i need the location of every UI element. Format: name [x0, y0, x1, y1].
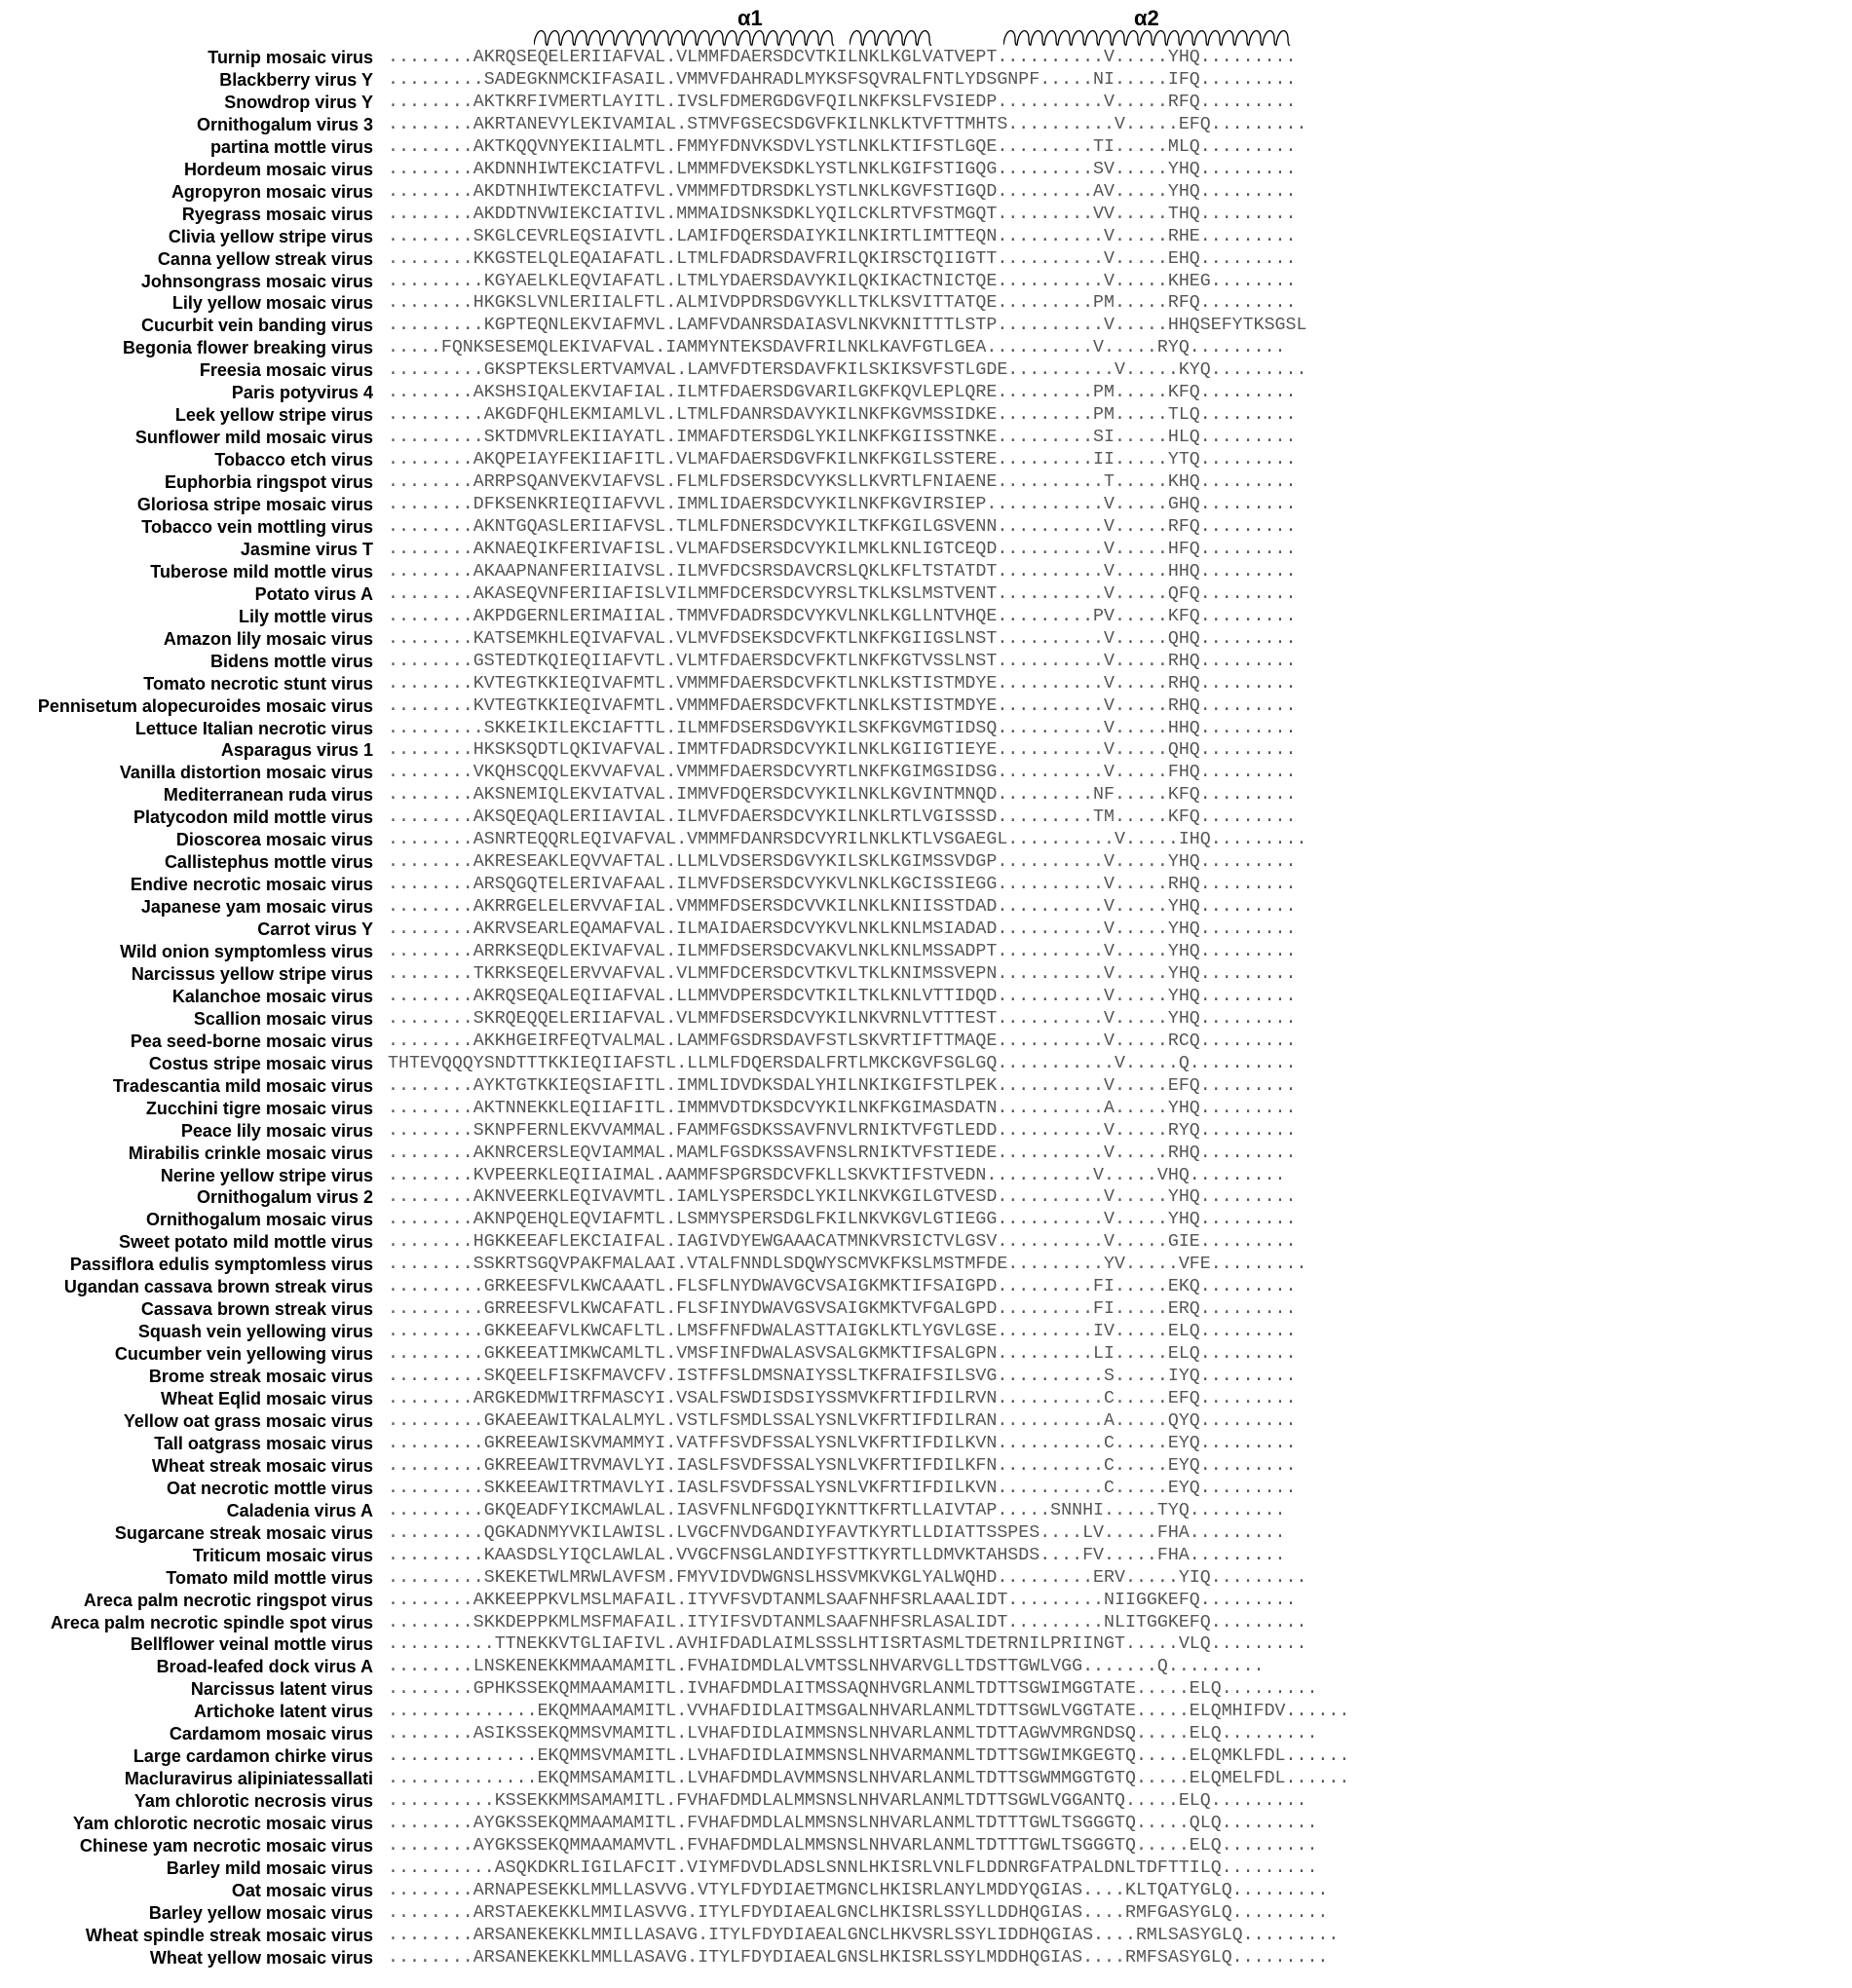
alignment-row [0, 539, 1852, 561]
alignment-row [0, 449, 1852, 471]
virus-name: Cassava brown streak virus [140, 1299, 373, 1320]
alignment-row [0, 1925, 1852, 1947]
virus-name: Mediterranean ruda virus [163, 785, 373, 806]
virus-name: Endive necrotic mosaic virus [130, 875, 373, 895]
sequence: ........AYKTGTKKIEQSIAFITL.IMMLIDVDKSDALYHILNKIKGIFSTLPEK..........V.....EFQ......... [388, 1075, 1297, 1096]
sequence: ........AKSNEMIQLEKVIATVAL.IMMVFDQERSDCVYKILNKLKGVINTMNQD.........NF.....KFQ......... [388, 785, 1297, 806]
alignment-row [0, 739, 1852, 762]
sequence: ........AKTKRFIVMERTLAYITL.IVSLFDMERGDGVFQILNKFKSLFVSIEDP..........V.....RFQ......... [388, 92, 1297, 112]
sequence: ........AKRESEAKLEQVVAFTAL.LLMLVDSERSDGVYKILSKLKGIMSSVDGP..........V.....YHQ......... [388, 852, 1297, 873]
sequence: .........GKREEAWITRVMAVLYI.IASLFSVDFSSALYSNLVKFRTIFDILKFN..........C.....EYQ......... [388, 1455, 1297, 1476]
virus-name: Cardamom mosaic virus [169, 1724, 373, 1744]
sequence: ........SKGLCEVRLEQSIAIVTL.LAMIFDQERSDAIYKILNKIRTLIMTTEQN..........V.....RHE......... [388, 226, 1297, 246]
sequence: ........GPHKSSEKQMMAAMAMITL.IVHAFDMDLAITMSSAQNHVGRLANMLTDTTSGWIMGGTATE.....ELQ......... [388, 1679, 1318, 1700]
virus-name: Gloriosa stripe mosaic virus [136, 495, 373, 514]
sequence: ..........ASQKDKRLIGILAFCIT.VIYMFDVDLADSLSNNLHKISRLVNLFLDDNRGFATPALDNLTDFTTILQ......... [388, 1857, 1318, 1878]
sequence: ........AKRQSEQALEQIIAFVAL.LLMMVDPERSDCVTKILTKLKNLVTTIDQD..........V.....YHQ......... [388, 986, 1297, 1006]
alignment-row [0, 1857, 1852, 1880]
alignment-row [0, 471, 1852, 494]
virus-name: Bidens mottle virus [209, 651, 373, 671]
alignment-row [0, 784, 1852, 806]
sequence: ........SKNPFERNLEKVVAMMAL.FAMMFGSDKSSAVFNVLRNIKTVFGTLEDD..........V.....RYQ......... [388, 1120, 1297, 1141]
virus-name: Turnip mosaic virus [208, 48, 373, 67]
alignment-row [0, 806, 1852, 829]
virus-name: Yellow oat grass mosaic virus [123, 1410, 373, 1431]
virus-name: Hordeum mosaic virus [183, 159, 373, 179]
virus-name: Amazon lily mosaic virus [163, 628, 373, 649]
sequence: .........KGPTEQNLEKVIAFMVL.LAMFVDANRSDAIASVLNKVKNITTTLSTP..........V.....HHQSEFYTKSGSL [388, 316, 1307, 336]
alignment-row [0, 628, 1852, 651]
alignment-row [0, 69, 1852, 92]
virus-name: Carrot virus Y [257, 919, 373, 940]
sequence: .........SADEGKNMCKIFASAIL.VMMVFDAHRADLMYKSFSQVRALFNTLYDSGNPF.....NI.....IFQ......... [388, 69, 1297, 90]
virus-name: Platycodon mild mottle virus [132, 807, 373, 828]
sequence: .........GKREEAWISKVMAMMYI.VATFFSVDFSSALYSNLVKFRTIFDILKVN..........C.....EYQ......... [388, 1433, 1297, 1453]
alignment-row [0, 1254, 1852, 1276]
virus-name: Euphorbia ringspot virus [164, 472, 373, 493]
sequence: ........AKNPQEHQLEQVIAFMTL.LSMMYSPERSDGLFKILNKVKGVLGTIEGG..........V.....YHQ......... [388, 1210, 1297, 1230]
helix-coil-icon [1003, 25, 1296, 49]
virus-name: Yam chlorotic necrotic mosaic virus [72, 1814, 373, 1834]
sequence: ........ARNAPESEKKLMMLLASVVG.VTYLFDYDIAETMGNCLHKISRLANYLMDDYQGIAS....KLTQATYGLQ......... [388, 1880, 1329, 1900]
virus-name: Squash vein yellowing virus [137, 1322, 373, 1342]
virus-name: Tobacco etch virus [214, 450, 373, 470]
alignment-row [0, 829, 1852, 851]
sequence: ........KVPEERKLEQIIAIMAL.AAMMFSPGRSDCVFKLLSKVKTIFSTVEDN..........V.....VHQ......... [388, 1165, 1286, 1185]
sequence: ........ARRKSEQDLEKIVAFVAL.ILMMFDSERSDCVAKVLNKLKNLMSSADPT..........V.....YHQ......... [388, 942, 1297, 961]
alignment-row [0, 695, 1852, 718]
sequence: .........GKSPTEKSLERTVAMVAL.LAMVFDTERSDAVFKILSKIKSVFSTLGDE..........V.....KYQ......... [388, 360, 1307, 381]
virus-name: Ryegrass mosaic virus [181, 204, 373, 224]
sequence: .........AKGDFQHLEKMIAMLVL.LTMLFDANRSDAVYKILNKFKGVMSSIDKE.........PM.....TLQ......... [388, 405, 1297, 426]
alignment-row [0, 963, 1852, 986]
alignment-row [0, 718, 1852, 740]
alignment-row [0, 874, 1852, 896]
alignment-row [0, 181, 1852, 204]
helix-coil-icon [850, 25, 937, 49]
alignment-row [0, 1947, 1852, 1969]
virus-name: Tobacco vein mottling virus [141, 516, 373, 537]
virus-name: Tuberose mild mottle virus [150, 561, 373, 581]
alignment-row [0, 226, 1852, 248]
sequence: ........VKQHSCQQLEKVVAFVAL.VMMMFDAERSDCVYRTLNKFKGIMGSIDSG..........V.....FHQ......... [388, 763, 1297, 783]
virus-name: Canna yellow streak virus [157, 248, 373, 269]
alignment-row [0, 248, 1852, 271]
alignment-row [0, 1165, 1852, 1187]
alignment-row [0, 1612, 1852, 1634]
virus-name: partina mottle virus [209, 136, 373, 157]
alignment-row [0, 1075, 1852, 1098]
virus-name: Vanilla distortion mosaic virus [119, 763, 373, 783]
virus-name: Dioscorea mosaic virus [175, 830, 373, 850]
sequence: ........AKRQSEQELERIIAFVAL.VLMMFDAERSDCVTKILNKLKGLVATVEPT..........V.....YHQ......... [388, 48, 1297, 67]
sequence: ........AKDTNHIWTEKCIATFVL.VMMMFDTDRSDKLYSTLNKLKGVFSTIGQD.........AV.....YHQ......... [388, 181, 1297, 202]
alignment-row [0, 1098, 1852, 1120]
sequence: ........AYGKSSEKQMMAAMAMVTL.FVHAFDMDLALMMSNSLNHVARLANMLTDTTTGWLTSGGGTQ.....ELQ......... [388, 1836, 1318, 1856]
virus-name: Tradescantia mild mosaic virus [112, 1075, 373, 1096]
virus-name: Areca palm necrotic spindle spot virus [50, 1612, 373, 1632]
sequence: ........KATSEMKHLEQIVAFVAL.VLMVFDSEKSDCVFKTLNKFKGIIGSLNST..........V.....QHQ......... [388, 628, 1297, 649]
alignment-row [0, 1522, 1852, 1545]
virus-name: Wheat spindle streak mosaic virus [85, 1925, 373, 1945]
alignment-row [0, 1209, 1852, 1231]
virus-name: Pennisetum alopecuroides mosaic virus [37, 695, 373, 716]
sequence: ........AKASEQVNFERIIAFISLVILMMFDCERSDCVYRSLTKLKSLMSTVENT..........V.....QFQ......... [388, 583, 1297, 604]
virus-name: Areca palm necrotic ringspot virus [83, 1590, 373, 1610]
virus-name: Macluravirus alipiniatessallati [124, 1769, 373, 1789]
alignment-row [0, 1410, 1852, 1433]
virus-name: Johnsongrass mosaic virus [140, 271, 373, 291]
alignment-row [0, 1143, 1852, 1165]
virus-name: Mirabilis crinkle mosaic virus [128, 1143, 373, 1163]
sequence: .........GRKEESFVLKWCAAATL.FLSFLNYDWAVGCVSAIGKMKTIFSAIGPD.........FI.....EKQ......... [388, 1277, 1297, 1297]
alignment-row [0, 651, 1852, 673]
virus-name: Potato virus A [254, 583, 373, 604]
virus-name: Leek yellow stripe virus [174, 405, 373, 426]
virus-name: Triticum mosaic virus [192, 1545, 373, 1565]
virus-name: Jasmine virus T [240, 539, 373, 559]
virus-name: Kalanchoe mosaic virus [171, 986, 373, 1006]
alignment-row [0, 1545, 1852, 1567]
sequence: ..........KSSEKKMMSAMAMITL.FVHAFDMDLALMMSNSLNHVARLANMLTDTTSGWLVGGANTQ.....ELQ......... [388, 1791, 1307, 1812]
virus-name: Blackberry virus Y [219, 69, 373, 90]
alignment-row [0, 114, 1852, 136]
virus-name: Callistephus mottle virus [164, 852, 373, 873]
virus-name: Sugarcane streak mosaic virus [114, 1522, 373, 1543]
virus-name: Lettuce Italian necrotic virus [134, 718, 373, 738]
helix-coil-icon [534, 25, 836, 49]
alignment-row [0, 1813, 1852, 1835]
virus-name: Ornithogalum mosaic virus [145, 1210, 373, 1230]
sequence: .........SKEKETWLMRWLAVFSM.FMYVIDVDWGNSLHSSVMKVKGLYALWQHD.........ERV.....YIQ......... [388, 1567, 1307, 1588]
sequence: .........GKQEADFYIKCMAWLAL.IASVFNLNFGDQIYKNTTKFRTLLAIVTAP.....SNNHI.....TYQ......... [388, 1500, 1286, 1520]
sequence: .........GKAEEAWITKALALMYL.VSTLFSMDLSSALYSNLVKFRTIFDILRAN..........A.....QYQ......... [388, 1410, 1297, 1431]
alignment-row [0, 1186, 1852, 1209]
alignment-row [0, 1768, 1852, 1790]
sequence: ..............EKQMMAAMAMITL.VVHAFDIDLAITMSGALNHVARLANMLTDTTSGWLVGGTATE.....ELQMHIFDV...... [388, 1702, 1350, 1722]
alpha1-label: α1 [737, 6, 763, 30]
alignment-row [0, 896, 1852, 919]
virus-name: Broad-leafed dock virus A [156, 1657, 373, 1677]
sequence: ........KVTEGTKKIEQIVAFMTL.VMMMFDAERSDCVFKTLNKLKSTISTMDYE..........V.....RHQ......... [388, 673, 1297, 694]
sequence: ........ARGKEDMWITRFMASCYI.VSALFSWDISDSIYSSMVKFRTIFDILRVN..........C.....EFQ......... [388, 1389, 1297, 1408]
sequence: ........ASIKSSEKQMMSVMAMITL.LVHAFDIDLAIMMSNSLNHVARLANMLTDTTAGWVMRGNDSQ.....ELQ......... [388, 1724, 1318, 1744]
virus-name: Ornithogalum virus 3 [196, 114, 373, 134]
virus-name: Sweet potato mild mottle virus [118, 1232, 373, 1253]
alignment-row [0, 1031, 1852, 1053]
alignment-row [0, 1321, 1852, 1343]
alignment-row [0, 1120, 1852, 1143]
alignment-row [0, 919, 1852, 941]
alignment-row [0, 92, 1852, 114]
alignment-row [0, 47, 1852, 69]
virus-name: Paris potyvirus 4 [231, 383, 373, 403]
sequence: .........KGYAELKLEQVIAFATL.LTMLYDAERSDAVYKILQKIKACTNICTQE..........V.....KHEG........ [388, 271, 1297, 291]
alignment-row [0, 1902, 1852, 1925]
alignment-row [0, 382, 1852, 404]
virus-name: Passiflora edulis symptomless virus [69, 1255, 373, 1275]
virus-name: Ugandan cassava brown streak virus [63, 1277, 373, 1297]
alpha2-label: α2 [1134, 6, 1159, 30]
sequence: ........AKKHGEIRFEQTVALMAL.LAMMFGSDRSDAVFSTLSKVRTIFTTMAQE..........V.....RCQ......... [388, 1031, 1297, 1051]
alignment-row [0, 583, 1852, 606]
virus-name: Nerine yellow stripe virus [160, 1165, 373, 1185]
virus-name: Ornithogalum virus 2 [196, 1187, 373, 1208]
alignment-row [0, 1433, 1852, 1455]
virus-name: Lily mottle virus [238, 606, 373, 626]
alignment-row [0, 271, 1852, 293]
alignment-row [0, 1678, 1852, 1701]
alignment-row [0, 1298, 1852, 1321]
virus-name: Pea seed-borne mosaic virus [130, 1031, 373, 1051]
sequence: .........GKKEEAFVLKWCAFLTL.LMSFFNFDWALASTTAIGKLKTLYGVLGSE.........IV.....ELQ......... [388, 1322, 1297, 1342]
alignment-row [0, 1656, 1852, 1678]
virus-name: Lily yellow mosaic virus [171, 293, 373, 314]
sequence: ..............EKQMMSAMAMITL.LVHAFDMDLAVMMSNSLNHVARLANMLTDTTSGWMMGGTGTQ.....ELQMELFDL...... [388, 1769, 1350, 1789]
sequence: ........SKKDEPPKMLMSFMAFAIL.ITYIFSVDTANMLSAAFNHFSRLASALIDT.........NLITGGKEFQ......... [388, 1612, 1307, 1632]
virus-name: Agropyron mosaic virus [170, 181, 373, 202]
alignment-row [0, 1590, 1852, 1612]
sequence: ........ARSANEKEKKLMMLLASAVG.ITYLFDYDIAEALGNSLHKISRLSSYLMDDHQGIAS....RMFSASYGLQ......... [388, 1947, 1329, 1968]
alignment-row [0, 337, 1852, 359]
sequence: ........DFKSENKRIEQIIAFVVL.IMMLIDAERSDCVYKILNKFKGVIRSIEP...........V.....GHQ......... [388, 495, 1297, 514]
sequence: ........AKNVEERKLEQIVAVMTL.IAMLYSPERSDCLYKILNKVKGILGTVESD..........V.....YHQ......... [388, 1187, 1297, 1208]
virus-name: Zucchini tigre mosaic virus [145, 1098, 373, 1118]
alignment-row [0, 404, 1852, 427]
alignment-row [0, 1835, 1852, 1857]
virus-name: Barley yellow mosaic virus [148, 1902, 373, 1923]
alignment-row [0, 1231, 1852, 1254]
alignment-row [0, 673, 1852, 695]
sequence: ........AKAAPNANFERIIAIVSL.ILMVFDCSRSDAVCRSLQKLKFLTSTATDT..........V.....HHQ......... [388, 561, 1297, 581]
alignment-row [0, 1366, 1852, 1388]
alignment-row [0, 204, 1852, 226]
sequence: ........AKKEEPPKVLMSLMAFAIL.ITYVFSVDTANMLSAAFNHFSRLAAALIDT.........NIIGGKEFQ......... [388, 1590, 1297, 1610]
sequence: ........SSKRTSGQVPAKFMALAAI.VTALFNNDLSDQWYSCMVKFKSLMSTMFDE.........YV.....VFE......... [388, 1255, 1307, 1275]
alignment-row [0, 1388, 1852, 1410]
sequence: ........TKRKSEQELERVVAFVAL.VLMMFDCERSDCVTKVLTKLKNIMSSVEPN..........V.....YHQ......... [388, 963, 1297, 984]
alignment-row [0, 1567, 1852, 1590]
sequence: ........AKRTANEVYLEKIVAMIAL.STMVFGSECSDGVFKILNKLKTVFTTMHTS..........V.....EFQ......... [388, 114, 1307, 134]
sequence: .........SKTDMVRLEKIIAYATL.IMMAFDTERSDGLYKILNKFKGIISSTNKE.........SI.....HLQ......... [388, 428, 1297, 448]
sequence: ........HKSKSQDTLQKIVAFVAL.IMMTFDADRSDCVYKILNKLKGIIGTIEYE..........V.....QHQ......... [388, 740, 1297, 761]
sequence: ........AKRVSEARLEQAMAFVAL.ILMAIDAERSDCVYKVLNKLKNLMSIADAD..........V.....YHQ......... [388, 919, 1297, 940]
alignment-row [0, 941, 1852, 963]
alignment-row [0, 1701, 1852, 1723]
virus-name: Narcissus latent virus [190, 1679, 373, 1700]
virus-name: Asparagus virus 1 [220, 740, 373, 761]
sequence: ........AKSQEQAQLERIIAVIAL.ILMVFDAERSDCVYKILNKLRTLVGISSSD.........TM.....KFQ......... [388, 807, 1297, 828]
alignment-row [0, 1478, 1852, 1500]
sequence: ........AKNAEQIKFERIVAFISL.VLMAFDSERSDCVYKILMKLKNLIGTCEQD..........V.....HFQ......... [388, 539, 1297, 559]
virus-name: Wheat streak mosaic virus [151, 1455, 373, 1476]
alignment-row [0, 606, 1852, 628]
sequence: ..............EKQMMSVMAMITL.LVHAFDIDLAIMMSNSLNHVARMANMLTDTTSGWIMKGEGTQ.....ELQMKLFDL...... [388, 1746, 1350, 1767]
virus-name: Clivia yellow stripe virus [168, 226, 373, 246]
sequence: ........AYGKSSEKQMMAAMAMITL.FVHAFDMDLALMMSNSLNHVARLANMLTDTTTGWLTSGGGTQ.....QLQ......... [388, 1814, 1318, 1834]
virus-name: Scallion mosaic virus [193, 1008, 373, 1029]
sequence: ........HKGKSLVNLERIIALFTL.ALMIVDPDRSDGVYKLLTKLKSVITTATQE.........PM.....RFQ......... [388, 293, 1297, 314]
alignment-row [0, 159, 1852, 181]
alignment-row [0, 1276, 1852, 1298]
sequence: ........LNSKENEKKMMAAMAMITL.FVHAIDMDLALVMTSSLNHVARVGLLTDSTTGWLVGG.......Q......... [388, 1657, 1265, 1677]
virus-name: Caladenia virus A [226, 1500, 373, 1520]
virus-name: Large cardamon chirke virus [132, 1746, 373, 1767]
sequence: ........HGKKEEAFLEKCIAIFAL.IAGIVDYEWGAAACATMNKVRSICTVLGSV..........V.....GIE......... [388, 1232, 1297, 1253]
sequence: ........ARRPSQANVEKVIAFVSL.FLMLFDSERSDCVYKSLLKVRTLFNIAENE..........T.....KHQ......... [388, 472, 1297, 493]
sequence: ........AKQPEIAYFEKIIAFITL.VLMAFDAERSDGVFKILNKFKGILSSTERE.........II.....YTQ......... [388, 450, 1297, 470]
sequence: ........AKNTGQASLERIIAFVSL.TLMLFDNERSDCVYKILTKFKGILGSVENN..........V.....RFQ......... [388, 516, 1297, 537]
sequence: ........ARSANEKEKKLMMILLASAVG.ITYLFDYDIAEALGNCLHKVSRLSSYLIDDHQGIAS....RMLSASYGLQ......... [388, 1925, 1340, 1945]
virus-name: Japanese yam mosaic virus [140, 897, 373, 918]
sequence: ........AKPDGERNLERIMAIIAL.TMMVFDADRSDCVYKVLNKLKGLLNTVHQE.........PV.....KFQ......... [388, 606, 1297, 626]
alignment-row [0, 516, 1852, 539]
virus-name: Yam chlorotic necrosis virus [133, 1791, 373, 1812]
alignment-row [0, 359, 1852, 382]
virus-name: Snowdrop virus Y [224, 92, 373, 112]
virus-name: Cucurbit vein banding virus [140, 316, 373, 336]
sequence: ........ARSQGQTELERIVAFAAL.ILMVFDSERSDCVYKVLNKLKGCISSIEGG..........V.....RHQ......... [388, 875, 1297, 895]
sequence: .........KAASDSLYIQCLAWLAL.VVGCFNSGLANDIYFSTTKYRTLLDMVKTAHSDS....FV.....FHA......... [388, 1545, 1286, 1565]
alignment-row [0, 1455, 1852, 1478]
sequence: ........AKTKQQVNYEKIIALMTL.FMMYFDNVKSDVLYSTLNKLKTIFSTLGQE.........TI.....MLQ......... [388, 136, 1297, 157]
alignment-row [0, 136, 1852, 159]
virus-name: Tomato mild mottle virus [166, 1567, 373, 1588]
sequence: .........SKKEEAWITRTMAVLYI.IASLFSVDFSSALYSNLVKFRTIFDILKVN..........C.....EYQ......... [388, 1478, 1297, 1498]
sequence: ..........TTNEKKVTGLIAFIVL.AVHIFDADLAIMLSSSLHTISRTASMLTDETRNILPRIINGT.....VLQ......... [388, 1634, 1307, 1655]
virus-name: Costus stripe mosaic virus [148, 1053, 373, 1073]
sequence: ........GSTEDTKQIEQIIAFVTL.VLMTFDAERSDCVFKTLNKFKGTVSSLNST..........V.....RHQ......... [388, 651, 1297, 671]
virus-name: Wheat yellow mosaic virus [149, 1947, 373, 1968]
virus-name: Chinese yam necrotic mosaic virus [79, 1836, 373, 1856]
virus-name: Oat necrotic mottle virus [166, 1478, 373, 1498]
alignment-row [0, 427, 1852, 449]
alignment-row [0, 986, 1852, 1008]
virus-name: Cucumber vein yellowing virus [114, 1344, 373, 1365]
virus-name: Begonia flower breaking virus [122, 338, 373, 358]
sequence: ........AKTNNEKKLEQIIAFITL.IMMMVDTDKSDCVYKILNKFKGIMASDATN..........A.....YHQ......... [388, 1098, 1297, 1118]
alignment-row [0, 561, 1852, 583]
virus-name: Narcissus yellow stripe virus [131, 963, 373, 984]
sequence: .........SKQEELFISKFMAVCFV.ISTFFSLDMSNAIYSSLTKFRAIFSILSVG..........S.....IYQ......... [388, 1367, 1297, 1387]
alignment-row [0, 1723, 1852, 1745]
virus-name: Wheat Eqlid mosaic virus [160, 1389, 373, 1408]
virus-name: Sunflower mild mosaic virus [134, 428, 373, 448]
alignment-row [0, 851, 1852, 874]
sequence: .........GRREESFVLKWCAFATL.FLSFINYDWAVGSVSAIGKMKTVFGALGPD.........FI.....ERQ......... [388, 1299, 1297, 1320]
virus-name: Bellflower veinal mottle virus [130, 1634, 373, 1655]
alignment-row [0, 1633, 1852, 1656]
sequence: .........QGKADNMYVKILAWISL.LVGCFNVDGANDIYFAVTKYRTLLDIATTSSPES....LV.....FHA......... [388, 1522, 1286, 1543]
sequence: ........KKGSTELQLEQAIAFATL.LTMLFDADRSDAVFRILQKIRSCTQIIGTT..........V.....EHQ......... [388, 248, 1297, 269]
alignment-row [0, 315, 1852, 337]
sequence: ........KVTEGTKKIEQIVAFMTL.VMMMFDAERSDCVFKTLNKLKSTISTMDYE..........V.....RHQ......... [388, 695, 1297, 716]
virus-name: Tall oatgrass mosaic virus [154, 1433, 373, 1453]
alignment-row [0, 1500, 1852, 1522]
virus-name: Peace lily mosaic virus [180, 1120, 373, 1141]
alignment-row [0, 1880, 1852, 1902]
sequence: ........AKRRGELELERVVAFIAL.VMMMFDSERSDCVVKILNKLKNIISSTDAD..........V.....YHQ......... [388, 897, 1297, 918]
alignment-row [0, 494, 1852, 516]
alignment-row [0, 762, 1852, 784]
sequence: ........ASNRTEQQRLEQIVAFVAL.VMMMFDANRSDCVYRILNKLKTLVSGAEGL..........V.....IHQ......... [388, 830, 1307, 850]
virus-name: Artichoke latent virus [193, 1702, 373, 1722]
alignment-row [0, 1053, 1852, 1075]
sequence: ........AKDNNHIWTEKCIATFVL.LMMMFDVEKSDKLYSTLNKLKGIFSTIGQG.........SV.....YHQ......... [388, 159, 1297, 179]
virus-name: Brome streak mosaic virus [148, 1367, 373, 1387]
sequence: ........ARSTAEKEKKLMMILASVVG.ITYLFDYDIAEALGNCLHKISRLSSYLLDDHQGIAS....RMFGASYGLQ......... [388, 1902, 1329, 1923]
virus-name: Oat mosaic virus [231, 1880, 373, 1900]
sequence: ........AKSHSIQALEKVIAFIAL.ILMTFDAERSDGVARILGKFKQVLEPLQRE.........PM.....KFQ......... [388, 383, 1297, 403]
sequence: .........SKKEIKILEKCIAFTTL.ILMMFDSERSDGVYKILSKFKGVMGTIDSQ..........V.....HHQ......... [388, 718, 1297, 738]
alignment-row [0, 1790, 1852, 1813]
sequence: .........GKKEEATIMKWCAMLTL.VMSFINFDWALASVSALGKMKTIFSALGPN.........LI.....ELQ......... [388, 1344, 1297, 1365]
sequence: .....FQNKSESEMQLEKIVAFVAL.IAMMYNTEKSDAVFRILNKLKAVFGTLGEA..........V.....RYQ......... [388, 338, 1286, 358]
alignment-row [0, 1008, 1852, 1031]
sequence: ........SKRQEQQELERIIAFVAL.VLMMFDSERSDCVYKILNKVRNLVTTTEST..........V.....YHQ......... [388, 1008, 1297, 1029]
virus-name: Freesia mosaic virus [199, 360, 373, 381]
alignment-row [0, 1343, 1852, 1366]
sequence: ........AKNRCERSLEQVIAMMAL.MAMLFGSDKSSAVFNSLRNIKTVFSTIEDE..........V.....RHQ......... [388, 1143, 1297, 1163]
alignment-row [0, 1745, 1852, 1768]
virus-name: Barley mild mosaic virus [166, 1857, 373, 1878]
alignment-row [0, 292, 1852, 315]
virus-name: Tomato necrotic stunt virus [143, 673, 373, 694]
virus-name: Wild onion symptomless virus [120, 942, 373, 961]
sequence: ........AKDDTNVWIEKCIATIVL.MMMAIDSNKSDKLYQILCKLRTVFSTMGQT.........VV.....THQ......... [388, 204, 1297, 224]
sequence: THTEVQQQYSNDTTTKKIEQIIAFSTL.LLMLFDQERSDALFRTLMKCKGVFSGLGQ...........V.....Q.......... [388, 1053, 1297, 1073]
